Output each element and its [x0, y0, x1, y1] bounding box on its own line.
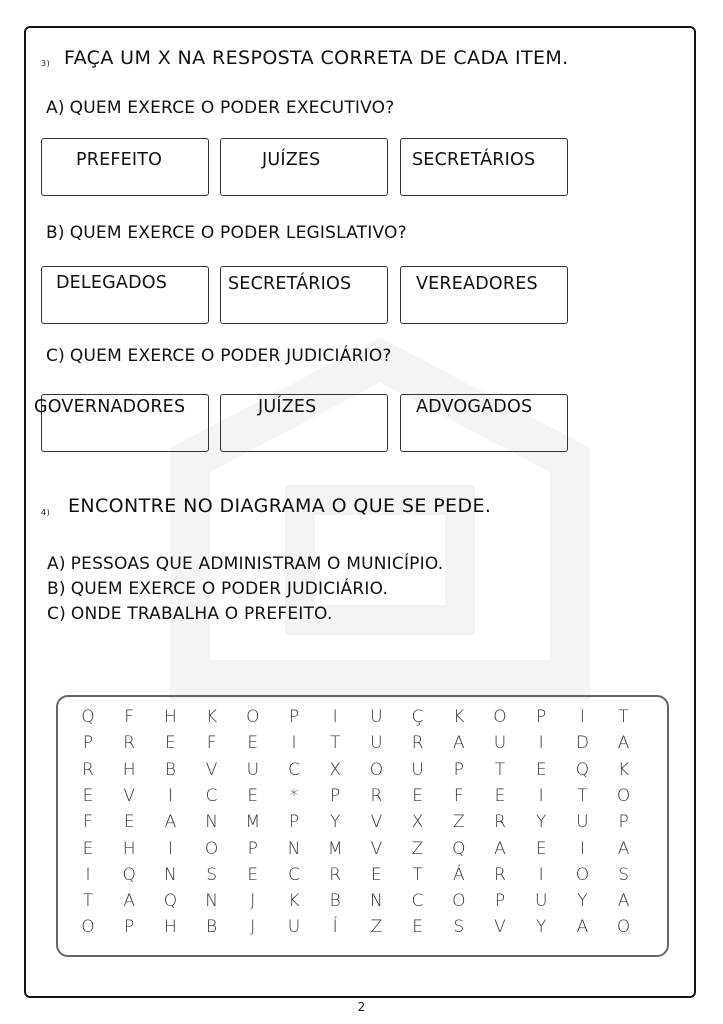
grid-letter[interactable]: V: [205, 759, 218, 780]
grid-letter[interactable]: C: [288, 759, 300, 780]
grid-letter[interactable]: U: [493, 733, 507, 754]
grid-letter[interactable]: R: [329, 864, 342, 885]
grid-letter[interactable]: O: [493, 707, 507, 727]
grid-letter[interactable]: V: [123, 785, 135, 806]
grid-letter[interactable]: O: [616, 785, 631, 806]
q3-item-a: [46, 98, 394, 118]
q4-item-a: [47, 554, 443, 574]
grid-letter[interactable]: I: [538, 864, 544, 885]
grid-letter[interactable]: C: [411, 891, 424, 912]
grid-letter[interactable]: R: [411, 733, 424, 754]
grid-row: [58, 784, 671, 809]
grid-letter[interactable]: E: [247, 864, 259, 885]
grid-letter[interactable]: O: [246, 707, 260, 727]
grid-letter[interactable]: E: [412, 917, 423, 938]
grid-letter[interactable]: I: [167, 838, 173, 859]
grid-letter[interactable]: H: [163, 707, 177, 727]
grid-letter[interactable]: F: [453, 785, 464, 806]
item-label: B): [47, 579, 66, 599]
option-label: PREFEITO: [76, 150, 163, 170]
grid-letter[interactable]: E: [82, 838, 94, 859]
item-text: QUEM EXERCE O PODER JUDICIÁRIO.: [70, 579, 389, 599]
grid-letter[interactable]: *: [289, 785, 299, 806]
grid-letter[interactable]: R: [123, 733, 136, 754]
grid-letter[interactable]: K: [288, 891, 300, 912]
grid-letter[interactable]: P: [82, 733, 94, 754]
grid-letter[interactable]: F: [124, 707, 135, 727]
grid-letter[interactable]: F: [206, 733, 217, 754]
grid-letter[interactable]: R: [82, 759, 94, 780]
grid-letter[interactable]: Q: [452, 838, 466, 859]
option-label: SECRETÁRIOS: [228, 274, 352, 294]
grid-letter[interactable]: Y: [535, 917, 547, 938]
grid-letter[interactable]: T: [494, 759, 506, 780]
question-3-title: FAÇA UM X NA RESPOSTA CORRETA DE CADA ITEM.: [64, 47, 569, 69]
grid-letter[interactable]: Á: [452, 864, 465, 885]
grid-letter[interactable]: E: [494, 785, 506, 806]
grid-letter[interactable]: I: [579, 707, 585, 727]
item-label: B): [46, 223, 65, 243]
grid-letter[interactable]: V: [494, 917, 506, 938]
grid-letter[interactable]: E: [247, 785, 259, 806]
grid-letter[interactable]: U: [246, 759, 260, 780]
grid-letter[interactable]: R: [370, 785, 383, 806]
grid-letter[interactable]: B: [164, 759, 176, 780]
question-3-number: 3): [41, 59, 51, 68]
grid-letter[interactable]: Q: [575, 759, 590, 780]
grid-row: [58, 889, 671, 914]
grid-letter[interactable]: Ç: [411, 707, 424, 727]
grid-row: [58, 837, 671, 862]
q4-item-b: [47, 579, 388, 599]
grid-letter[interactable]: H: [122, 759, 136, 780]
grid-letter[interactable]: T: [82, 891, 94, 912]
grid-letter[interactable]: P: [124, 917, 135, 938]
grid-letter[interactable]: U: [534, 891, 548, 912]
grid-letter[interactable]: T: [329, 733, 341, 754]
grid-letter[interactable]: Q: [122, 864, 136, 885]
grid-row: [58, 705, 671, 730]
grid-letter[interactable]: E: [535, 838, 547, 859]
grid-letter[interactable]: A: [617, 891, 630, 912]
grid-letter[interactable]: N: [205, 812, 218, 833]
grid-letter[interactable]: A: [617, 838, 630, 859]
grid-letter[interactable]: P: [494, 891, 506, 912]
grid-letter[interactable]: A: [494, 838, 506, 859]
grid-letter[interactable]: U: [411, 759, 424, 780]
grid-letter[interactable]: E: [165, 733, 176, 754]
grid-letter[interactable]: U: [287, 917, 301, 938]
grid-letter[interactable]: I: [579, 838, 585, 859]
grid-letter[interactable]: P: [288, 812, 300, 833]
grid-letter[interactable]: Y: [535, 812, 547, 833]
grid-letter[interactable]: A: [452, 733, 465, 754]
grid-letter[interactable]: Q: [81, 707, 95, 727]
grid-letter[interactable]: N: [370, 891, 383, 912]
grid-letter[interactable]: F: [83, 812, 93, 833]
grid-letter[interactable]: Í: [332, 917, 338, 938]
grid-row: [58, 915, 671, 940]
grid-letter[interactable]: X: [329, 759, 342, 780]
grid-letter[interactable]: S: [618, 864, 629, 885]
grid-letter[interactable]: A: [576, 917, 589, 938]
item-label: C): [47, 604, 66, 624]
grid-letter[interactable]: C: [288, 864, 300, 885]
grid-letter[interactable]: M: [245, 812, 261, 833]
item-text: QUEM EXERCE O PODER EXECUTIVO?: [69, 98, 395, 118]
grid-letter[interactable]: I: [85, 864, 91, 885]
grid-letter[interactable]: E: [123, 812, 135, 833]
question-4-number: 4): [41, 508, 51, 517]
grid-letter[interactable]: Z: [452, 812, 465, 833]
grid-letter[interactable]: I: [332, 707, 338, 727]
grid-letter[interactable]: A: [617, 733, 630, 754]
grid-letter[interactable]: H: [163, 917, 177, 938]
grid-letter[interactable]: I: [538, 785, 544, 806]
grid-letter[interactable]: J: [250, 917, 256, 938]
grid-letter[interactable]: A: [123, 891, 135, 912]
grid-row: [58, 863, 671, 888]
grid-letter[interactable]: P: [247, 838, 258, 859]
grid-letter[interactable]: N: [205, 891, 218, 912]
option-label: GOVERNADORES: [34, 397, 186, 417]
grid-letter[interactable]: N: [164, 864, 177, 885]
q3-item-c: [46, 346, 392, 366]
q3-item-b: [46, 223, 407, 243]
option-label: JUÍZES: [262, 150, 321, 170]
grid-letter[interactable]: P: [453, 759, 464, 780]
grid-letter[interactable]: O: [616, 917, 631, 938]
grid-letter[interactable]: P: [330, 785, 341, 806]
grid-letter[interactable]: T: [618, 707, 629, 727]
grid-letter[interactable]: H: [122, 838, 136, 859]
grid-letter[interactable]: U: [370, 733, 383, 754]
grid-letter[interactable]: O: [81, 917, 95, 938]
grid-letter[interactable]: P: [288, 707, 300, 727]
grid-letter[interactable]: N: [287, 838, 301, 859]
question-4-title: ENCONTRE NO DIAGRAMA O QUE SE PEDE.: [68, 495, 492, 517]
grid-letter[interactable]: S: [453, 917, 465, 938]
item-label: C): [46, 346, 65, 366]
grid-letter[interactable]: V: [370, 838, 383, 859]
grid-letter[interactable]: Y: [329, 812, 341, 833]
item-label: A): [46, 98, 65, 118]
grid-letter[interactable]: U: [576, 812, 589, 833]
grid-letter[interactable]: Y: [577, 891, 588, 912]
grid-letter[interactable]: I: [538, 733, 544, 754]
option-label: JUÍZES: [258, 397, 317, 417]
grid-letter[interactable]: K: [453, 707, 465, 727]
grid-letter[interactable]: E: [82, 785, 94, 806]
grid-row: [58, 758, 671, 783]
grid-letter[interactable]: O: [452, 891, 466, 912]
grid-letter[interactable]: M: [327, 838, 343, 859]
grid-letter[interactable]: B: [206, 917, 218, 938]
grid-letter[interactable]: P: [536, 707, 547, 727]
grid-letter[interactable]: B: [329, 891, 341, 912]
grid-letter[interactable]: E: [412, 785, 423, 806]
grid-letter[interactable]: T: [412, 864, 423, 885]
grid-letter[interactable]: Z: [411, 838, 424, 859]
option-label: VEREADORES: [416, 274, 538, 294]
grid-letter[interactable]: J: [250, 891, 256, 912]
grid-letter[interactable]: K: [206, 707, 218, 727]
grid-letter[interactable]: D: [575, 733, 589, 754]
option-label: SECRETÁRIOS: [412, 150, 536, 170]
grid-letter[interactable]: O: [575, 864, 590, 885]
grid-letter[interactable]: E: [371, 864, 382, 885]
grid-letter[interactable]: O: [369, 759, 384, 780]
grid-letter[interactable]: E: [535, 759, 547, 780]
q4-item-c: [47, 604, 333, 624]
grid-letter[interactable]: R: [494, 864, 506, 885]
grid-letter[interactable]: P: [618, 812, 629, 833]
grid-letter[interactable]: O: [204, 838, 219, 859]
grid-letter[interactable]: I: [167, 785, 173, 806]
grid-letter[interactable]: X: [411, 812, 424, 833]
grid-letter[interactable]: R: [494, 812, 506, 833]
item-text: ONDE TRABALHA O PREFEITO.: [70, 604, 333, 624]
grid-letter[interactable]: K: [618, 759, 630, 780]
grid-letter[interactable]: Q: [163, 891, 178, 912]
grid-row: [58, 731, 671, 756]
grid-row: [58, 810, 671, 835]
grid-letter[interactable]: E: [247, 733, 259, 754]
word-search-grid: [56, 695, 669, 957]
grid-letter[interactable]: Z: [370, 917, 383, 938]
grid-letter[interactable]: S: [206, 864, 217, 885]
item-text: QUEM EXERCE O PODER LEGISLATIVO?: [69, 223, 407, 243]
grid-letter[interactable]: T: [577, 785, 588, 806]
item-text: PESSOAS QUE ADMINISTRAM O MUNICÍPIO.: [70, 554, 444, 574]
option-label: DELEGADOS: [56, 273, 168, 293]
grid-letter[interactable]: C: [205, 785, 218, 806]
grid-letter[interactable]: U: [370, 707, 383, 727]
option-label: ADVOGADOS: [416, 397, 533, 417]
page-number: 2: [357, 1000, 366, 1014]
grid-letter[interactable]: A: [164, 812, 177, 833]
grid-letter[interactable]: I: [291, 733, 297, 754]
item-label: A): [47, 554, 66, 574]
item-text: QUEM EXERCE O PODER JUDICIÁRIO?: [69, 346, 392, 366]
grid-letter[interactable]: V: [370, 812, 383, 833]
